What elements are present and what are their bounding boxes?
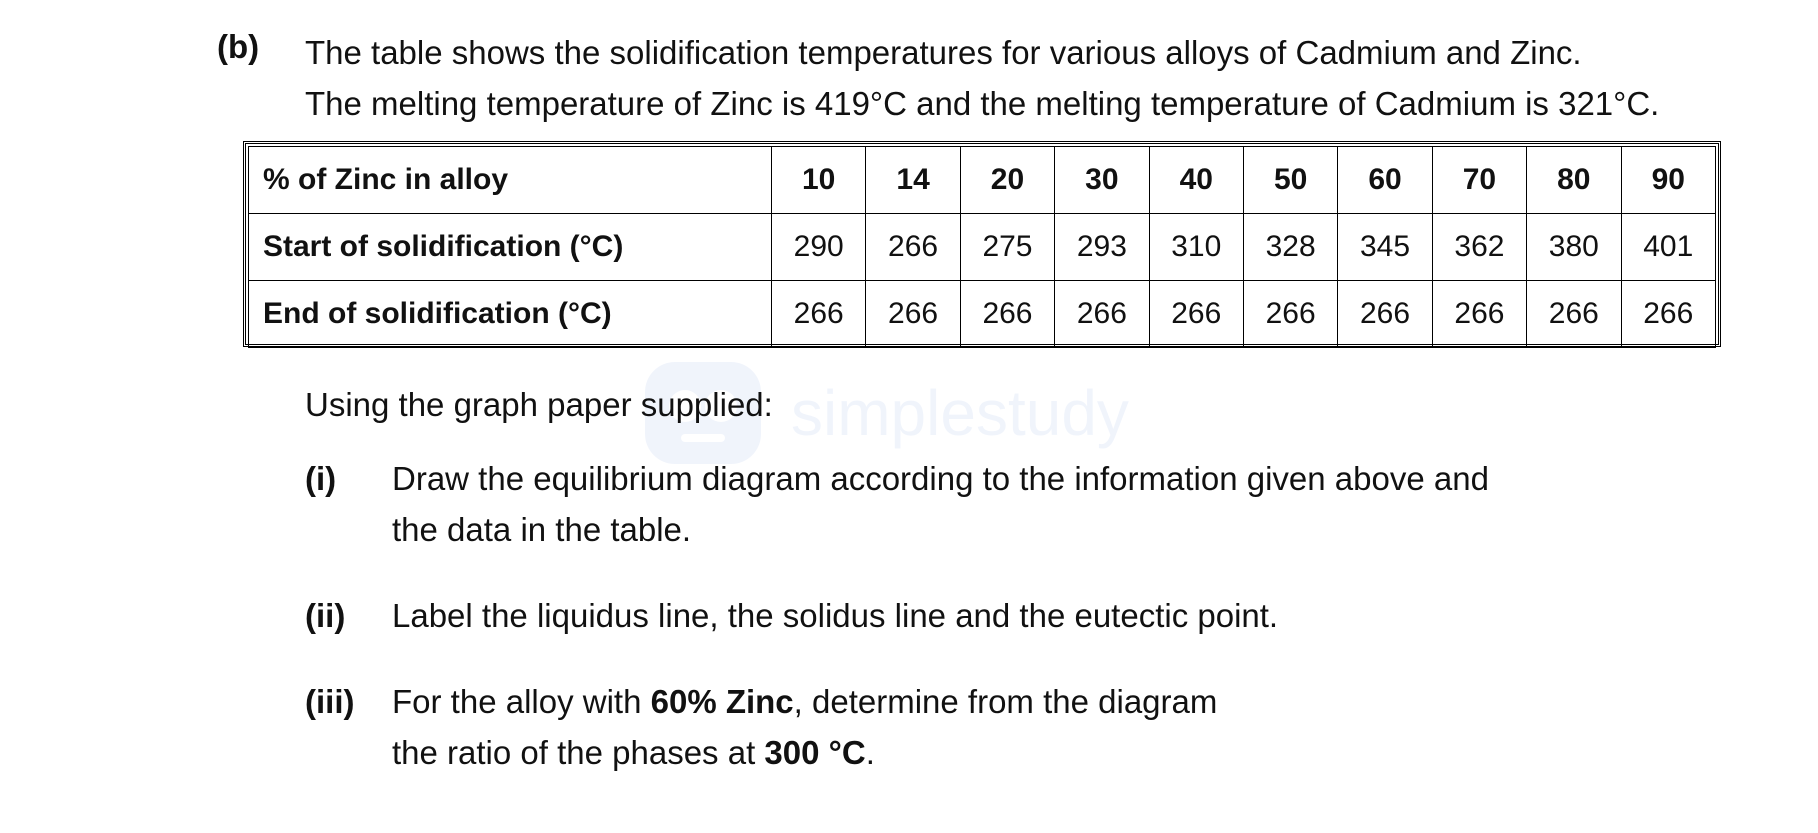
question-line-1: Label the liquidus line, the solidus line and the eutectic point. xyxy=(392,597,1279,634)
solidification-table xyxy=(248,146,1716,348)
text-segment: the ratio of the phases at xyxy=(392,734,765,771)
table-cell: 90 xyxy=(1621,147,1715,214)
question-number: (i) xyxy=(305,460,337,497)
table-cell: 266 xyxy=(1149,281,1243,348)
intro-text xyxy=(305,27,1659,129)
table-row-zinc-percent xyxy=(249,147,1716,214)
table-cell: 290 xyxy=(772,214,866,281)
intro-line-2: The melting temperature of Zinc is 419°C and the melting temperature of Cadmium is 321°C. xyxy=(305,85,1660,122)
table-cell: 60 xyxy=(1338,147,1432,214)
row-header: Start of solidification (°C) xyxy=(249,214,772,281)
question-line-1: Draw the equilibrium diagram according to the information given above and xyxy=(392,460,1489,497)
table-cell: 266 xyxy=(1055,281,1149,348)
table-cell: 362 xyxy=(1432,214,1526,281)
table-cell: 266 xyxy=(866,214,960,281)
table-cell: 266 xyxy=(1432,281,1526,348)
text-segment: For the alloy with xyxy=(392,683,651,720)
question-text xyxy=(392,590,1278,641)
row-header: End of solidification (°C) xyxy=(249,281,772,348)
table-cell: 380 xyxy=(1527,214,1621,281)
part-label: (b) xyxy=(217,28,260,65)
intro-line-1: The table shows the solidification temperatures for various alloys of Cadmium and Zinc. xyxy=(305,34,1582,71)
table-cell: 266 xyxy=(1338,281,1432,348)
table-cell: 266 xyxy=(1621,281,1715,348)
table-cell: 310 xyxy=(1149,214,1243,281)
question-number: (ii) xyxy=(305,597,346,634)
bold-temperature: 300 °C xyxy=(764,734,866,771)
question-text xyxy=(392,453,1489,555)
solidification-table-frame xyxy=(243,141,1721,347)
table-cell: 50 xyxy=(1243,147,1337,214)
watermark-text: simplestudy xyxy=(791,377,1129,449)
table-cell: 266 xyxy=(772,281,866,348)
table-cell: 266 xyxy=(1527,281,1621,348)
table-cell: 328 xyxy=(1243,214,1337,281)
table-cell: 275 xyxy=(960,214,1054,281)
text-segment: , determine from the diagram xyxy=(793,683,1218,720)
table-cell: 10 xyxy=(772,147,866,214)
table-cell: 14 xyxy=(866,147,960,214)
text-segment: . xyxy=(865,734,875,771)
table-cell: 401 xyxy=(1621,214,1715,281)
row-header: % of Zinc in alloy xyxy=(249,147,772,214)
table-cell: 266 xyxy=(1243,281,1337,348)
question-line-2: the data in the table. xyxy=(392,511,692,548)
table-cell: 70 xyxy=(1432,147,1526,214)
table-cell: 30 xyxy=(1055,147,1149,214)
table-row-end-solidification xyxy=(249,281,1716,348)
bold-alloy-composition: 60% Zinc xyxy=(650,683,794,720)
table-cell: 345 xyxy=(1338,214,1432,281)
table-row-start-solidification xyxy=(249,214,1716,281)
question-line-1 xyxy=(392,676,1217,727)
table-cell: 293 xyxy=(1055,214,1149,281)
instruction-text: Using the graph paper supplied: xyxy=(305,386,773,423)
question-number: (iii) xyxy=(305,683,355,720)
table-cell: 266 xyxy=(960,281,1054,348)
table-cell: 80 xyxy=(1527,147,1621,214)
table-cell: 266 xyxy=(866,281,960,348)
table-cell: 20 xyxy=(960,147,1054,214)
question-line-2 xyxy=(392,727,1217,778)
table-cell: 40 xyxy=(1149,147,1243,214)
question-text xyxy=(392,676,1217,778)
